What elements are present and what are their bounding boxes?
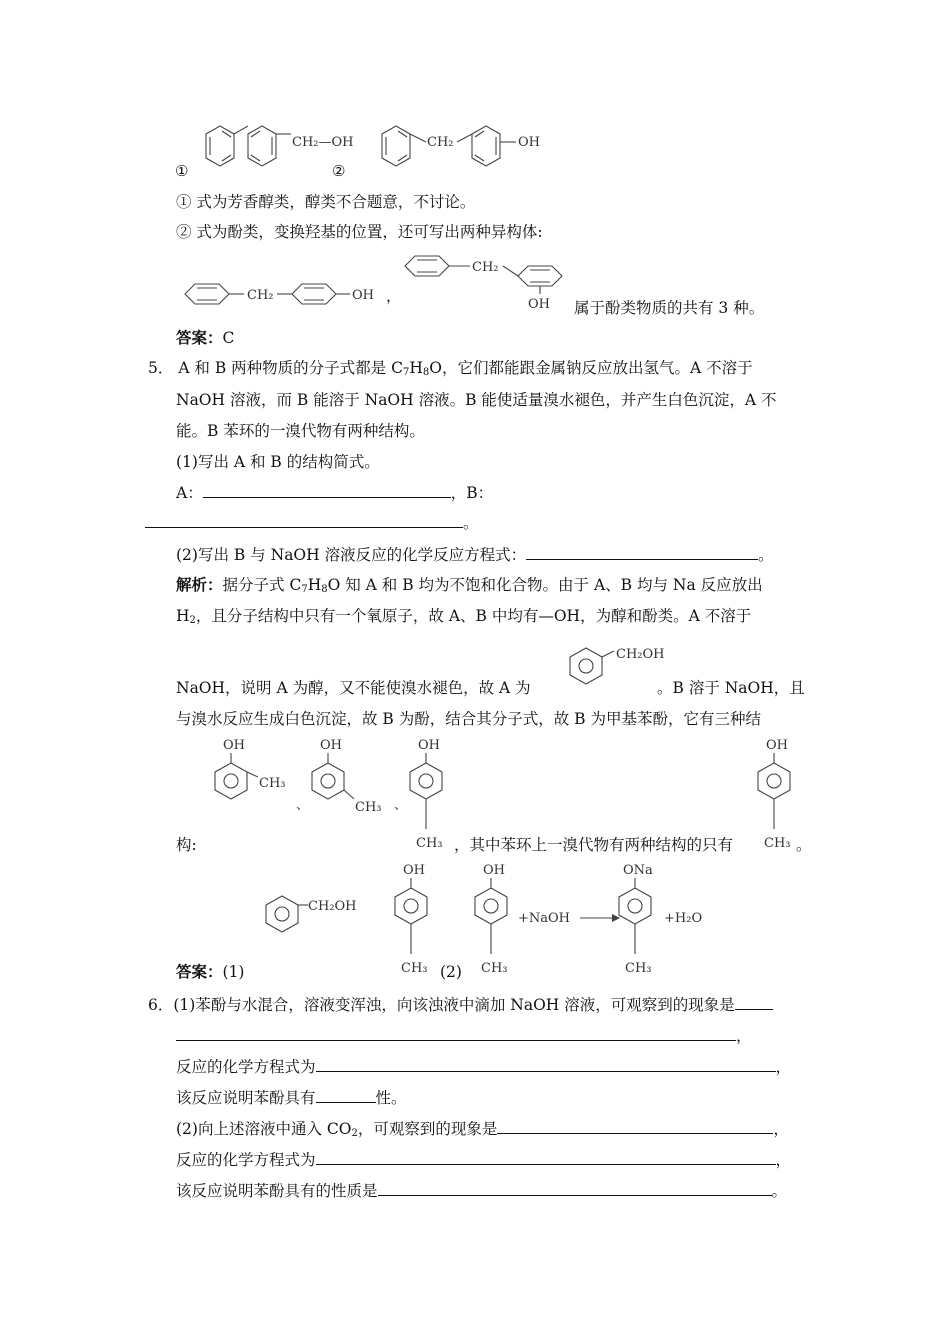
answer-4-value: C — [222, 329, 235, 347]
circle-2: ② — [332, 162, 346, 180]
analysis-ch2oh: CH₂OH — [616, 647, 665, 662]
sub-2-co2: 2 — [351, 1128, 358, 1139]
meta-cresol-ch3: CH₃ — [355, 800, 382, 815]
separator-2: 、 — [394, 798, 408, 813]
answer-5-label: 答案： — [176, 962, 223, 981]
intro-line-2: ② 式为酚类，变换羟基的位置，还可写出两种异构体: — [176, 223, 543, 241]
eq-plus-naoh: +NaOH — [518, 911, 571, 926]
isomer-para-ch2: CH₂ — [247, 288, 274, 303]
q6-blank-property[interactable] — [316, 1087, 376, 1103]
isomer-ortho-oh: OH — [528, 297, 550, 312]
q5-part-2-text: (2)写出 B 与 NaOH 溶液反应的化学反应方程式： — [176, 546, 527, 564]
struct2-oh: OH — [518, 135, 540, 150]
answer-5 — [176, 962, 244, 982]
q6-comma-5: ， — [773, 1120, 789, 1138]
answer-b-oh: OH — [403, 863, 425, 878]
analysis-1c: O 知 A 和 B 均为不饱和化合物。由于 A、B 均与 Na 反应放出 — [327, 576, 763, 594]
eq-ch3-product: CH₃ — [625, 961, 652, 976]
analysis-line-4: 与溴水反应生成白色沉淀，故 B 为酚，结合其分子式，故 B 为甲基苯酚，它有三种结 — [176, 710, 761, 728]
ortho-cresol-ch3: CH₃ — [259, 776, 286, 791]
q6-blank-3[interactable] — [378, 1180, 772, 1196]
eq-ona: ONa — [623, 863, 653, 878]
analysis-1b: H — [307, 576, 322, 594]
answer5-structures — [250, 858, 730, 980]
separator-1: 、 — [296, 798, 310, 813]
eq-plus-h2o: +H₂O — [664, 911, 703, 926]
intro-line-1: ① 式为芳香醇类，醇类不合题意，不讨论。 — [176, 193, 476, 211]
sub-7: 7 — [402, 367, 410, 378]
analysis-line-5a: 构: — [176, 836, 197, 854]
q5-text-1c: O，它们都能跟金属钠反应放出氢气。A 不溶于 — [429, 359, 753, 377]
cresol-isomers — [200, 735, 460, 855]
q6-period-7: 。 — [771, 1182, 788, 1200]
meta-cresol-oh: OH — [320, 738, 342, 753]
q5-number: 5． — [148, 359, 174, 377]
sub-7b: 7 — [301, 584, 308, 595]
para-cresol-ch3: CH₃ — [416, 836, 443, 851]
isomer-comma: ， — [386, 287, 402, 305]
q5-label-a: A： — [176, 484, 203, 502]
q6-line-3 — [176, 1056, 791, 1077]
q6-blank-2[interactable] — [497, 1118, 773, 1134]
q5-line-3: 能。B 苯环的一溴代物有两种结构。 — [176, 422, 425, 440]
answer-blank-a[interactable] — [203, 482, 451, 498]
q6-text-1: (1)苯酚与水混合，溶液变浑浊，向该浊液中滴加 NaOH 溶液，可观察到的现象是 — [173, 996, 735, 1014]
q6-comma-6: ， — [775, 1151, 792, 1169]
isomer-ortho — [400, 246, 580, 316]
q5-text-1b: H — [409, 359, 423, 377]
q6-text-4a: 该反应说明苯酚具有 — [176, 1089, 316, 1107]
para-cresol-oh-2: OH — [766, 738, 788, 753]
q6-line-7 — [176, 1180, 787, 1201]
eq-ch3: CH₃ — [481, 961, 508, 976]
analysis-2b: ，且分子结构中只有一个氧原子，故 A、B 中均有—OH，为醇和酚类。A 不溶于 — [195, 607, 752, 625]
structure-2 — [332, 118, 562, 188]
analysis-label: 解析： — [176, 575, 223, 594]
q6-line-4 — [176, 1087, 407, 1108]
para-cresol-ch3-2: CH₃ — [764, 836, 791, 851]
q5-period-2: 。 — [758, 546, 774, 564]
answer-a-ch2oh: CH₂OH — [308, 899, 357, 914]
q6-line-5 — [176, 1118, 789, 1139]
analysis-line-2 — [176, 606, 751, 626]
q6-line-2 — [176, 1025, 752, 1046]
isomer-ortho-ch2: CH₂ — [472, 260, 499, 275]
q6-blank-equation-2[interactable] — [316, 1149, 776, 1165]
analysis-line-3 — [176, 678, 531, 698]
analysis-line-1 — [176, 575, 763, 595]
analysis-3a: NaOH，说明 A 为醇，又不能使溴水褪色，故 A 为 — [176, 679, 531, 697]
q5-answer-line-b — [145, 512, 479, 533]
analysis-1a: 据分子式 C — [222, 576, 302, 594]
q6-blank-1b[interactable] — [176, 1025, 736, 1041]
answer-5-part2: (2) — [440, 963, 462, 981]
q6-text-3: 反应的化学方程式为 — [176, 1058, 316, 1076]
q5-answer-line — [176, 482, 493, 503]
answer-blank-equation[interactable] — [526, 544, 758, 560]
analysis-line-3b: 。B 溶于 NaOH，且 — [657, 679, 805, 697]
q6-line-1 — [148, 994, 773, 1015]
q6-blank-1[interactable] — [735, 994, 773, 1010]
answer-blank-b[interactable] — [145, 512, 463, 528]
q5-text-1a: A 和 B 两种物质的分子式都是 C — [178, 359, 403, 377]
answer-5-part1: (1) — [222, 963, 245, 981]
isomer-para-oh: OH — [352, 288, 374, 303]
q5-line-2: NaOH 溶液，而 B 能溶于 NaOH 溶液。B 能使适量溴水褪色，并产生白色沉淀，A 不 — [176, 391, 777, 409]
q6-line-6 — [176, 1149, 791, 1170]
ortho-cresol-oh: OH — [223, 738, 245, 753]
isomer-para — [180, 276, 400, 316]
answer-4 — [176, 328, 234, 348]
answer-4-label: 答案： — [176, 328, 223, 347]
analysis-line-5c: 。 — [796, 836, 812, 854]
q6-text-7: 该反应说明苯酚具有的性质是 — [176, 1182, 378, 1200]
q5-period-1: 。 — [463, 514, 479, 532]
sub-2: 2 — [189, 615, 196, 626]
para-cresol-oh: OH — [418, 738, 440, 753]
q6-text-5b: ，可观察到的现象是 — [357, 1120, 498, 1138]
q6-comma-2: ， — [736, 1027, 752, 1045]
analysis-line-5b: ，其中苯环上一溴代物有两种结构的只有 — [454, 836, 734, 854]
q5-line-1 — [148, 358, 753, 378]
q5-label-b: ，B： — [450, 484, 494, 502]
q6-text-5a: (2)向上述溶液中通入 CO — [176, 1120, 352, 1138]
analysis-2a: H — [176, 607, 190, 625]
q6-text-4b: 性。 — [375, 1089, 407, 1107]
q6-number: 6． — [148, 996, 174, 1014]
circle-1: ① — [175, 162, 189, 180]
q6-text-6: 反应的化学方程式为 — [176, 1151, 316, 1169]
intro-tail: 属于酚类物质的共有 3 种。 — [574, 299, 765, 317]
eq-oh: OH — [483, 863, 505, 878]
answer-b-ch3: CH₃ — [401, 961, 428, 976]
struct1-ch2oh: CH₂—OH — [292, 135, 354, 150]
q6-blank-equation-1[interactable] — [316, 1056, 776, 1072]
sub-8b: 8 — [321, 584, 328, 595]
q5-part-1: (1)写出 A 和 B 的结构简式。 — [176, 453, 380, 471]
sub-8: 8 — [422, 367, 430, 378]
q5-part-2 — [176, 544, 774, 565]
q6-comma-3: ， — [775, 1058, 792, 1076]
struct2-ch2: CH₂ — [427, 135, 454, 150]
